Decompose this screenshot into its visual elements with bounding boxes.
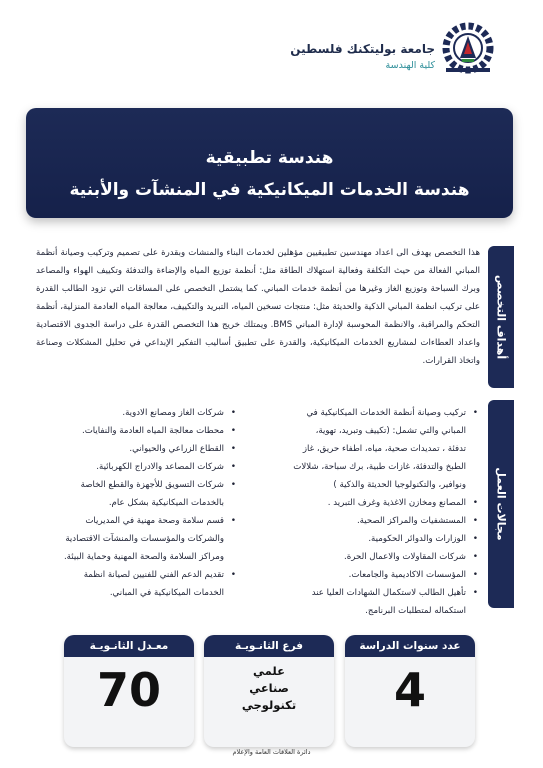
work-field-item: بالخدمات الميكانيكية بشكل عام. — [108, 498, 224, 508]
work-field-item: • القطاع الزراعي والحيواني. — [40, 440, 236, 458]
work-fields-tab — [488, 400, 514, 608]
work-field-item: • تركيب وصيانة أنظمة الخدمات الميكانيكية في — [256, 404, 478, 422]
branch-scientific: علمي — [253, 664, 285, 678]
work-field-item: تدفئة ، تمديدات صحية، مياه، اطفاء حريق، غاز — [302, 444, 466, 454]
work-field-item: • الوزارات والدوائر الحكومية. — [256, 530, 478, 548]
work-field-item: • شركات الغاز ومصانع الادوية. — [40, 404, 236, 422]
work-field-item: • المصانع ومخازن الاغذية وغرف التبريد . — [256, 494, 478, 512]
work-fields-tab-label: مجالات العمل — [494, 467, 508, 541]
branch-technological: تكنولوجي — [241, 698, 297, 712]
work-field-item: الخدمات الميكانيكية في المباني. — [109, 588, 224, 598]
work-field-item: المباني والتي تشمل: (تكييف وتبريد، تهوية، — [315, 426, 466, 436]
program-type-title: هندسة تطبيقية — [205, 148, 334, 168]
goals-tab — [488, 246, 514, 388]
secondary-branch-label: فرع الثانـويـة — [204, 635, 334, 657]
work-field-item: • شركات التسويق للأجهزة والقطع الخاصة — [40, 476, 236, 494]
faculty-name: كلية الهندسة — [385, 60, 435, 71]
secondary-branch-values — [204, 663, 334, 714]
footer-department: دائرة العلاقات العامة والإعلام — [232, 748, 311, 756]
work-field-item: • المؤسسات الاكاديمية والجامعات. — [256, 566, 478, 584]
study-years-value: 4 — [393, 663, 426, 717]
work-field-item: • قسم سلامة وصحة مهنية في المديريات — [40, 512, 236, 530]
university-logo — [440, 18, 496, 78]
work-fields-list-left — [40, 404, 236, 602]
work-field-item: والشركات والمؤسسات والمنشآت الاقتصادية — [65, 534, 224, 544]
work-field-item: • شركات المقاولات والاعمال الحرة. — [256, 548, 478, 566]
work-field-item: ونوافير، والتكنولوجيا الحديثة والذكية ) — [333, 480, 466, 490]
work-field-item: ومراكز السلامة والصحة المهنية وحماية البيئة. — [63, 552, 224, 562]
work-field-item: الطبخ والتدفئة، غازات طبية، برك سباحة، شلالات — [293, 462, 466, 472]
branch-industrial: صناعي — [249, 681, 289, 695]
goals-tab-label: أهداف التخصص — [494, 274, 508, 360]
work-fields-list-right — [256, 404, 478, 620]
work-field-item: • المستشفيات والمراكز الصحية. — [256, 512, 478, 530]
secondary-average-value: 70 — [96, 663, 161, 717]
work-field-item: • شركات المصاعد والادراج الكهربائية. — [40, 458, 236, 476]
university-name: جامعة بوليتكنك فلسطين — [290, 42, 435, 56]
program-objectives-paragraph: هذا التخصص يهدف الى اعداد مهندسين تطبيقيين مؤهلين لخدمات البناء والمنشات وبقدرة على تصميم وتركيب وصيانة أنظمة المباني الفعالة من حيث التكلفة وفعالية استهلاك الطاقة مثل: أنظمة توزيع المياه والإضاءة والتدفئة وتكييف الهواء والمصاعد وبرك السباحة وتوزيع الغاز وغيرها من أنظمة خدمات المباني. كما يشتمل التخصص على المساقات التي تزود الطالب القدرة على تركيب انظمة المباني الذكية والحديثة مثل: منتجات تسخين المياه، التبريد والتكييف، معالجة المياه العادمة المنزلية، أنظمة التحكم والمراقبة، والانظمة المحوسبة لإدارة المباني BMS. ويمتلك خريج هذا التخصص القدرة على دراسة الجدوى الاقتصادية واعداد العطاءات لمشاريع الخدمات الميكانيكية، والقدرة على تطبيق أساليب التفكير الإبداعي في تحليل المشكلات وصناعة واتخاذ القرارات. — [36, 248, 480, 366]
study-years-card — [345, 635, 475, 747]
secondary-average-card — [64, 635, 194, 747]
work-field-item: • تقديم الدعم الفني للفنيين لصيانة انظمة — [40, 566, 236, 584]
secondary-branch-card — [204, 635, 334, 747]
study-years-label: عدد سنوات الدراسة — [345, 635, 475, 657]
work-field-item: استكماله لمتطلبات البرنامج. — [365, 606, 466, 616]
program-name-title: هندسة الخدمات الميكانيكية في المنشآت والأبنية — [69, 180, 470, 200]
work-field-item: • محطات معالجة المياه العادمة والنفايات. — [40, 422, 236, 440]
title-banner — [26, 108, 513, 218]
work-field-item: • تأهيل الطالب لاستكمال الشهادات العليا عند — [256, 584, 478, 602]
secondary-average-label: معـدل الثانـويـة — [64, 635, 194, 657]
